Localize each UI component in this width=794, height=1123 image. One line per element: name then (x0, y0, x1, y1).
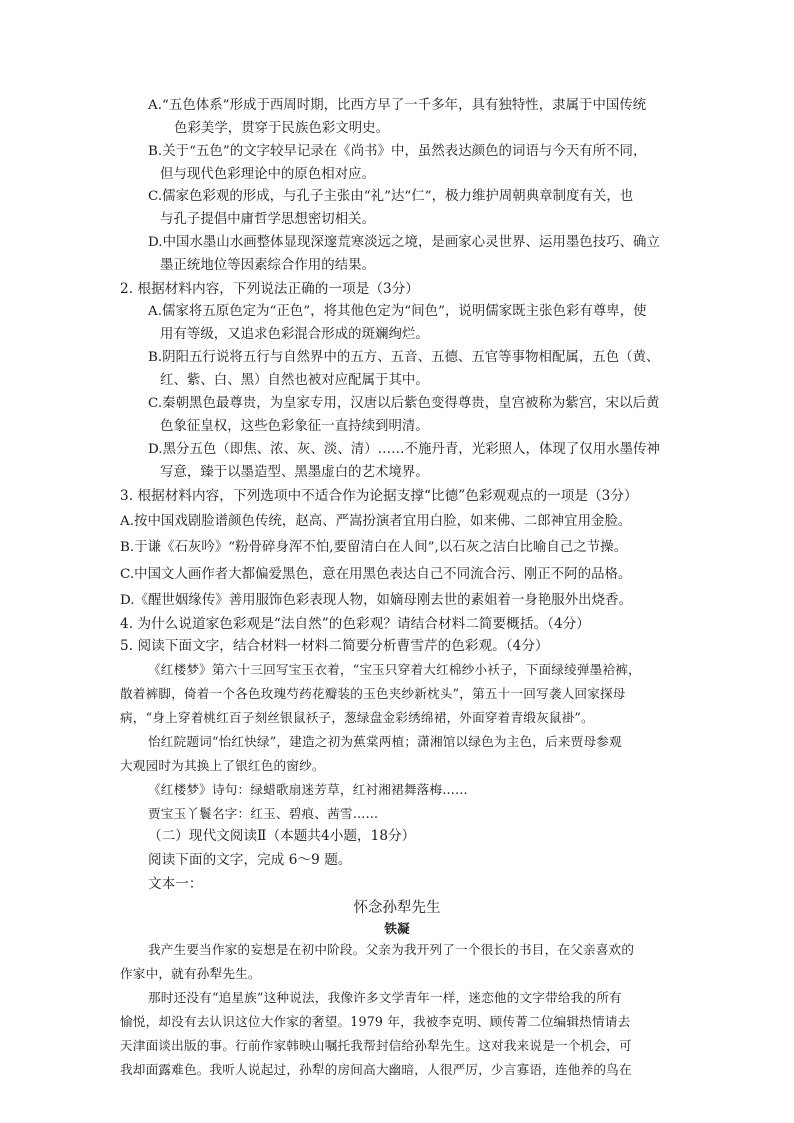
article-p1-line1: 我产生要当作家的妄想是在初中阶段。父亲为我开列了一个很长的书目，在父亲喜欢的 (148, 942, 635, 957)
q2-option-b-line1: B.阴阳五行说将五行与自然界中的五方、五音、五德、五官等事物相配属，五色（黄、 (148, 350, 660, 365)
q3-stem: 3. 根据材料内容，下列选项中不适合作为论据支撑“比德”色彩观观点的一项是（3分） (120, 488, 638, 504)
q1-option-c-line1: C.儒家色彩观的形成，与孔子主张由“礼”达“仁”，极力维护周朝典章制度有关，也 (148, 189, 634, 204)
article-p2-line4: 我却面露难色。我听人说起过，孙犁的房间高大幽暗，人很严厉，少言寡语，连他养的鸟在 (120, 1062, 632, 1077)
q5-passage-line5: 大观园时为其换上了银红色的窗纱。 (120, 758, 325, 773)
q3-option-c: C.中国文人画作者大都偏爱黑色，意在用黑色表达自己不同流合污、刚正不阿的品格。 (120, 567, 632, 582)
q3-option-b: B.于谦《石灰吟》“粉骨碎身浑不怕,要留清白在人间”,以石灰之洁白比喻自己之节操。 (120, 540, 628, 555)
q2-option-d-line2: 写意，臻于以墨造型、黑墨虚白的艺术境界。 (160, 465, 429, 480)
section-heading: （二）现代文阅读Ⅱ（本题共4小题，18分） (148, 828, 416, 844)
article-p2-line2: 愉悦，却没有去认识这位大作家的奢望。1979 年，我被李克明、顾传菁二位编辑热情请去 (120, 1014, 631, 1029)
q3-option-a: A.按中国戏剧脸谱颜色传统，赵高、严嵩扮演者宜用白脸，如来佛、二郎神宜用金脸。 (120, 514, 632, 529)
q5-passage-line2: 散着裤脚，倚着一个各色玫瑰芍药花瓣装的玉色夹纱新枕头”，第五十一回写袭人回家探母 (120, 686, 626, 701)
article-p2-line3: 天津面谈出版的事。行前作家韩映山嘱托我帮封信给孙犁先生。这对我来说是一个机会，可 (120, 1038, 632, 1053)
q2-option-a-line2: 用有等级，又追求色彩混合形成的斑斓绚烂。 (160, 327, 429, 342)
q2-option-c-line1: C.秦朝黑色最尊贵，为皇家专用，汉唐以后紫色变得尊贵，皇宫被称为紫宫，宋以后黄 (148, 396, 660, 411)
q1-option-d-line2: 墨正统地位等因素综合作用的结果。 (160, 258, 376, 273)
q5-passage-line4: 怡红院题词“怡红快绿”，建造之初为蕉棠两植；潇湘馆以绿色为主色，后来贾母参观 (148, 734, 622, 749)
q1-option-c-line2: 与孔子提倡中庸哲学思想密切相关。 (160, 212, 376, 227)
q1-option-b-line1: B.关于“五色”的文字较早记录在《尚书》中，虽然表达颜色的词语与今天有所不同， (148, 144, 647, 159)
q2-option-d-line1: D.黑分五色（即焦、浓、灰、淡、清）……不施丹青，光彩照人，体现了仅用水墨传神 (148, 442, 660, 457)
q5-names-line: 贾宝玉丫鬟名字：红玉、碧痕、茜雪…… (148, 806, 379, 821)
q2-option-a-line1: A.儒家将五原色定为“正色”，将其他色定为“间色”，说明儒家既主张色彩有尊卑，使 (148, 304, 647, 319)
q1-option-d-line1: D.中国水墨山水画整体显现深邃荒寒淡远之境，是画家心灵世界、运用墨色技巧、确立 (148, 235, 660, 250)
article-p2-line1: 那时还没有“追星族”这种说法，我像许多文学青年一样，迷恋他的文字带给我的所有 (148, 990, 622, 1005)
text-one-label: 文本一： (148, 876, 203, 892)
q2-stem: 2. 根据材料内容，下列说法正确的一项是（3分） (120, 281, 420, 297)
q5-stem: 5. 阅读下面文字，结合材料一材料二简要分析曹雪芹的色彩观。（4分） (120, 638, 549, 654)
article-p1-line2: 作家中，就有孙犁先生。 (120, 966, 261, 981)
q2-option-c-line2: 色象征皇权，这些色彩象征一直持续到明清。 (160, 419, 429, 434)
q5-passage-line1: 《红楼梦》第六十三回写宝玉衣着，“宝玉只穿着大红棉纱小袄子，下面绿绫弹墨袷裤， (148, 662, 641, 677)
q1-option-b-line2: 但与现代色彩理论中的原色相对应。 (160, 167, 376, 182)
article-title: 怀念孙犁先生 (353, 900, 441, 916)
q3-option-d: D.《醒世姻缘传》善用服饰色彩表现人物，如嫡母刚去世的素姐着一身艳服外出烧香。 (120, 593, 632, 608)
q4-stem: 4. 为什么说道家色彩观是“法自然”的色彩观？请结合材料二简要概括。（4分） (120, 616, 590, 632)
q5-passage-line3: 病，“身上穿着桃红百子刻丝银鼠袄子，葱绿盘金彩绣绵裙，外面穿着青缎灰鼠褂”。 (120, 710, 594, 725)
article-author: 铁凝 (384, 921, 410, 936)
q5-poem-line: 《红楼梦》诗句：绿蜡歌扇迷芳草，红衬湘裙舞落梅…… (148, 782, 468, 797)
section-instruction: 阅读下面的文字，完成 6～9 题。 (148, 852, 352, 868)
q1-option-a-line1: A.“五色体系”形成于西周时期，比西方早了一千多年，具有独特性，隶属于中国传统 (148, 98, 647, 113)
q1-option-a-line2: 色彩美学，贯穿于民族色彩文明史。 (174, 121, 390, 136)
q2-option-b-line2: 红、紫、白、黑）自然也被对应配属于其中。 (160, 373, 429, 388)
